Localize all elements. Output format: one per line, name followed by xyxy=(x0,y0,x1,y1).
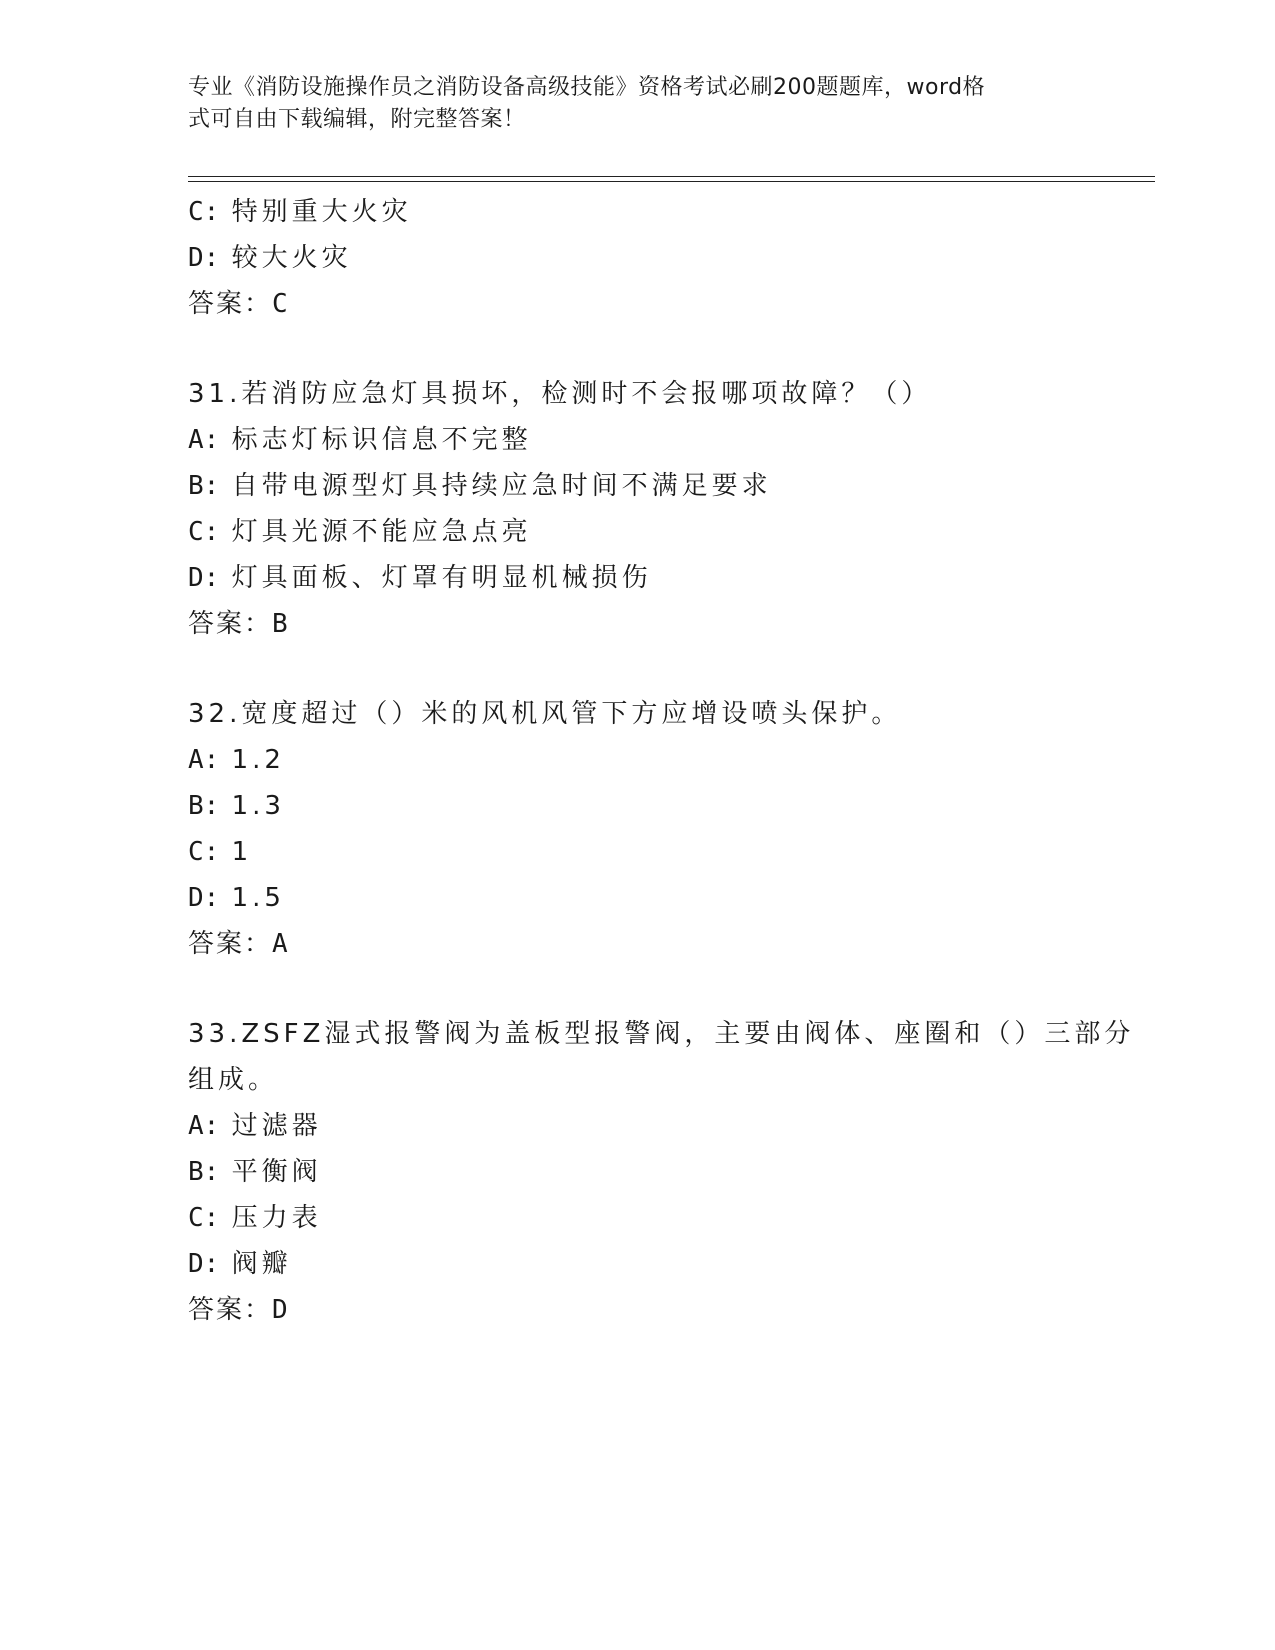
option-prefix: C: xyxy=(188,517,220,547)
option-text: 灯具光源不能应急点亮 xyxy=(231,517,532,547)
option-d xyxy=(188,875,1148,921)
option-prefix: A: xyxy=(188,1111,220,1141)
option-text: 灯具面板、灯罩有明显机械损伤 xyxy=(231,563,652,593)
option-a xyxy=(188,737,1148,783)
question-32-block xyxy=(188,691,1148,967)
option-b xyxy=(188,1149,1148,1195)
option-prefix: D: xyxy=(188,563,220,593)
option-d xyxy=(188,555,1148,601)
question-stem-line-1: 33.ZSFZ湿式报警阀为盖板型报警阀，主要由阀体、座圈和（）三部分 xyxy=(188,1019,1135,1049)
question-31-block xyxy=(188,371,1148,647)
option-text: 1.2 xyxy=(231,745,285,775)
option-text: 较大火灾 xyxy=(231,243,352,273)
option-text: 1.5 xyxy=(231,883,285,913)
prev-question-block xyxy=(188,189,1148,327)
document-header xyxy=(188,72,1088,136)
option-c xyxy=(188,1195,1148,1241)
option-prefix: D: xyxy=(188,883,220,913)
answer-value: A xyxy=(272,929,289,959)
spacer xyxy=(188,647,1148,691)
answer-value: D xyxy=(272,1295,289,1325)
option-d xyxy=(188,235,1148,281)
question-list xyxy=(188,189,1148,1333)
spacer xyxy=(188,327,1148,371)
option-d xyxy=(188,1241,1148,1287)
header-title-line-1: 专业《消防设施操作员之消防设备高级技能》资格考试必刷200题题库，word格 xyxy=(188,75,986,100)
answer-value: B xyxy=(272,609,289,639)
option-prefix: C: xyxy=(188,837,220,867)
option-prefix: B: xyxy=(188,791,220,821)
option-a xyxy=(188,1103,1148,1149)
answer-label: 答案： xyxy=(188,1295,273,1325)
option-prefix: B: xyxy=(188,471,220,501)
option-text: 标志灯标识信息不完整 xyxy=(231,425,532,455)
option-text: 平衡阀 xyxy=(231,1157,322,1187)
option-text: 自带电源型灯具持续应急时间不满足要求 xyxy=(231,471,772,501)
option-prefix: A: xyxy=(188,425,220,455)
option-c xyxy=(188,509,1148,555)
question-33-block xyxy=(188,1011,1148,1333)
option-prefix: D: xyxy=(188,243,220,273)
option-a xyxy=(188,417,1148,463)
option-b xyxy=(188,783,1148,829)
option-prefix: A: xyxy=(188,745,220,775)
answer-line xyxy=(188,921,1148,967)
header-divider-top xyxy=(188,176,1155,177)
spacer xyxy=(188,967,1148,1011)
option-text: 1 xyxy=(231,837,253,867)
answer-label: 答案： xyxy=(188,609,273,639)
option-text: 特别重大火灾 xyxy=(231,197,412,227)
option-prefix: C: xyxy=(188,197,220,227)
question-stem-line-2: 组成。 xyxy=(188,1065,279,1095)
option-text: 阀瓣 xyxy=(231,1249,292,1279)
question-stem: 31.若消防应急灯具损坏，检测时不会报哪项故障？（） xyxy=(188,379,932,409)
header-divider-bottom xyxy=(188,181,1155,182)
option-c xyxy=(188,829,1148,875)
option-prefix: B: xyxy=(188,1157,220,1187)
answer-value: C xyxy=(272,289,289,319)
option-prefix: D: xyxy=(188,1249,220,1279)
option-text: 压力表 xyxy=(231,1203,322,1233)
option-b xyxy=(188,463,1148,509)
question-stem: 32.宽度超过（）米的风机风管下方应增设喷头保护。 xyxy=(188,699,902,729)
header-title-line-2: 式可自由下载编辑，附完整答案！ xyxy=(188,107,526,132)
answer-label: 答案： xyxy=(188,929,273,959)
option-c xyxy=(188,189,1148,235)
answer-label: 答案： xyxy=(188,289,273,319)
option-text: 过滤器 xyxy=(231,1111,322,1141)
option-prefix: C: xyxy=(188,1203,220,1233)
answer-line xyxy=(188,601,1148,647)
answer-line xyxy=(188,1287,1148,1333)
option-text: 1.3 xyxy=(231,791,285,821)
answer-line xyxy=(188,281,1148,327)
